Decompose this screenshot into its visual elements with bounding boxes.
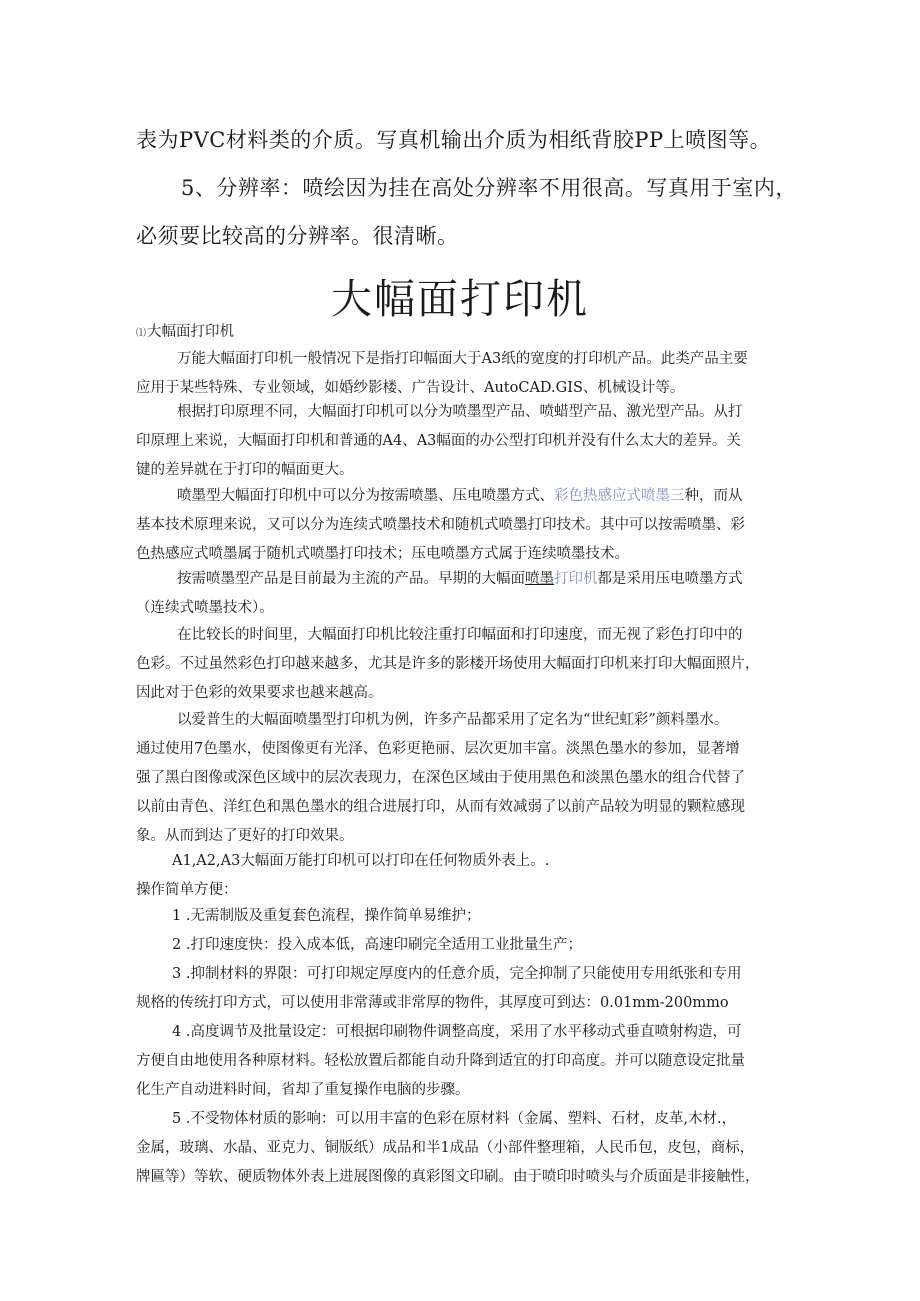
paragraph-line: 强了黑白图像或深色区域中的层次表现力，在深色区域由于使用黑色和淡黑色墨水的组合代替了	[136, 770, 745, 786]
subheading-number: ⑴	[136, 328, 146, 339]
list-item-continued: 规格的传统打印方式，可以使用非常薄或非常厚的物件，其厚度可到达：0.01mm-200mmo	[136, 995, 729, 1011]
paragraph-line	[136, 565, 796, 594]
paragraph-2	[136, 398, 796, 485]
paragraph-line: 因此对于色彩的效果要求也越来越高。	[136, 685, 383, 701]
paragraph-4	[136, 565, 796, 623]
subheading-text: 大幅面打印机	[147, 324, 234, 340]
paragraph-6	[136, 706, 796, 851]
paragraph-text: 种，而从	[684, 488, 743, 504]
paragraph-5	[136, 621, 796, 708]
paragraph-line: 在比较长的时间里，大幅面打印机比较注重打印幅面和打印速度，而无视了彩色打印中的	[177, 627, 743, 643]
paragraph-line: （连续式喷墨技术）。	[136, 600, 274, 616]
page-title: 大幅面打印机	[331, 275, 589, 323]
paragraph-line: 色彩。不过虽然彩色打印越来越多，尤其是许多的影楼开场使用大幅面打印机来打印大幅面照片，	[136, 656, 760, 672]
list-item: 1 .无需制版及重复套色流程，操作简单易维护；	[172, 908, 481, 924]
paragraph-line: 应用于某些特殊、专业领域，如婚纱影楼、广告设计、AutoCAD.GIS、机械设计等。	[136, 380, 685, 396]
section-subheading	[136, 322, 234, 344]
paragraph-1	[136, 345, 796, 403]
list-item: 2 .打印速度快：投入成本低，高速印刷完全适用工业批量生产；	[172, 937, 582, 953]
paragraph-line: 印原理上来说，大幅面打印机和普通的A4、A3幅面的办公型打印机并没有什么太大的差异。关	[136, 433, 741, 449]
intro-line-1: 表为PVC材料类的介质。写真机输出介质为相纸背胶PP上喷图等。	[136, 128, 772, 152]
paragraph-line	[136, 482, 796, 511]
paragraph-3	[136, 482, 796, 569]
list-item: 3 .抑制材料的界限：可打印规定厚度内的任意介质，完全抑制了只能使用专用纸张和专用	[172, 966, 742, 982]
feature-list	[136, 902, 796, 1192]
paragraph-line: 操作简单方便：	[136, 882, 238, 898]
paragraph-line: 根据打印原理不同，大幅面打印机可以分为喷墨型产品、喷蜡型产品、激光型产品。从打	[177, 404, 743, 420]
paragraph-line: 基本技术原理来说，又可以分为连续式喷墨技术和随机式喷墨打印技术。其中可以按需喷墨、彩	[136, 517, 745, 533]
paragraph-line: 色热感应式喷墨属于随机式喷墨打印技术；压电喷墨方式属于连续喷墨技术。	[136, 546, 629, 562]
paragraph-line: 键的差异就在于打印的幅面更大。	[136, 462, 354, 478]
list-item: 4 .高度调节及批量设定：可根据印刷物件调整高度，采用了水平移动式垂直喷射构造，可	[172, 1024, 742, 1040]
paragraph-line: 通过使用7色墨水，使图像更有光泽、色彩更艳丽、层次更加丰富。淡黑色墨水的参加，显著增	[136, 741, 740, 757]
inkjet-underlined-text: 喷墨	[525, 571, 554, 587]
intro-line-3: 必须要比较高的分辨率。很清晰。	[136, 224, 459, 248]
paragraph-text: 喷墨型大幅面打印机中可以分为按需喷墨、压电喷墨方式、	[177, 488, 554, 504]
paragraph-text: 都是采用压电喷墨方式	[597, 571, 743, 587]
thermal-inkjet-link[interactable]: 彩色热感应式喷墨三	[554, 488, 685, 504]
intro-line-2: 5、分辨率：喷绘因为挂在高处分辨率不用很高。写真用于室内，	[181, 176, 797, 200]
list-item-continued: 牌匾等）等软、硬质物体外表上进展图像的真彩图文印刷。由于喷印时喷头与介质面是非接触性，	[136, 1169, 760, 1185]
list-item-continued: 金属，玻璃、水晶、亚克力、铜版纸）成品和半1成品（小部件整理箱，人民币包，皮包，商标，	[136, 1140, 755, 1156]
paragraph-text: 按需喷墨型产品是目前最为主流的产品。早期的大幅面	[177, 571, 525, 587]
paragraph-line: 万能大幅面打印机一般情况下是指打印幅面大于A3纸的宽度的打印机产品。此类产品主要	[177, 351, 748, 367]
list-item-continued: 方便自由地使用各种原材料。轻松放置后都能自动升降到适宜的打印高度。并可以随意设定批量	[136, 1053, 745, 1069]
paragraph-line: 象。从而到达了更好的打印效果。	[136, 828, 354, 844]
paragraph-7	[136, 847, 796, 905]
paragraph-line: 以爱普生的大幅面喷墨型打印机为例，许多产品都采用了定名为“世纪虹彩”颜料墨水。	[177, 712, 729, 728]
list-item-continued: 化生产自动进料时间，省却了重复操作电脑的步骤。	[136, 1082, 470, 1098]
printer-link[interactable]: 打印机	[554, 571, 598, 587]
paragraph-line: A1,A2,A3大幅面万能打印机可以打印在任何物质外表上。.	[172, 853, 550, 869]
paragraph-line: 以前由青色、洋红色和黑色墨水的组合进展打印，从而有效减弱了以前产品较为明显的颗粒感现	[136, 799, 745, 815]
list-item: 5 .不受物体材质的影响：可以用丰富的色彩在原材料（金属、塑料、石材，皮革,木材.，	[172, 1111, 737, 1127]
